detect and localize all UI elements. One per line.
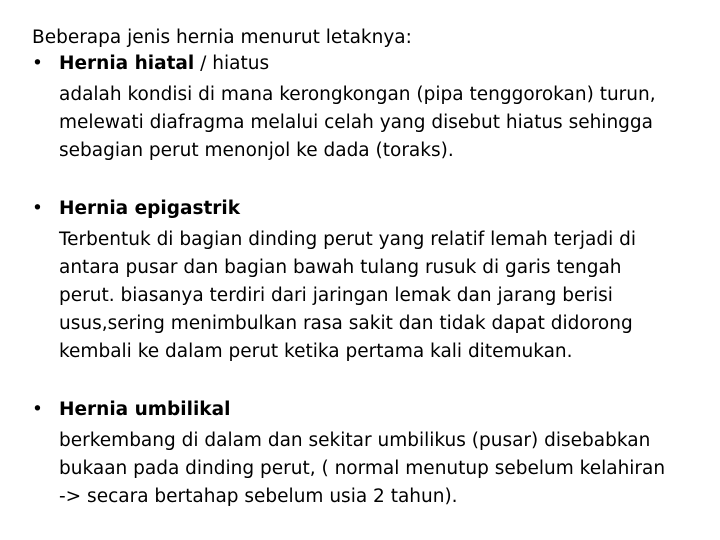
item-body-line: sebagian perut menonjol ke dada (toraks).: [59, 140, 454, 161]
item-body-line: kembali ke dalam perut ketika pertama kali ditemukan.: [59, 341, 573, 362]
item-body-line: melewati diafragma melalui celah yang disebut hiatus sehingga: [59, 112, 653, 133]
item-title: Hernia epigastrik: [59, 198, 241, 219]
item-title: Hernia hiatal: [59, 53, 195, 74]
item-body-line: adalah kondisi di mana kerongkongan (pipa tenggorokan) turun,: [59, 84, 656, 105]
item-body-line: antara pusar dan bagian bawah tulang rusuk di garis tengah: [59, 257, 622, 278]
item-heading: [59, 397, 230, 423]
bullet-icon: •: [32, 198, 43, 219]
item-body-line: bukaan pada dinding perut, ( normal menutup sebelum kelahiran: [59, 458, 666, 479]
item-title: Hernia umbilikal: [59, 399, 231, 420]
item-body-line: berkembang di dalam dan sekitar umbilikus (pusar) disebabkan: [59, 430, 651, 451]
item-heading: [59, 196, 240, 222]
item-heading: [59, 51, 269, 77]
item-title-suffix: / hiatus: [194, 53, 270, 74]
item-body-line: perut. biasanya terdiri dari jaringan lemak dan jarang berisi: [59, 285, 613, 306]
item-body-line: usus,sering menimbulkan rasa sakit dan tidak dapat didorong: [59, 313, 633, 334]
intro-text: Beberapa jenis hernia menurut letaknya:: [32, 27, 412, 48]
item-body-line: Terbentuk di bagian dinding perut yang relatif lemah terjadi di: [59, 229, 636, 250]
bullet-icon: •: [32, 53, 43, 74]
item-body-line: -> secara bertahap sebelum usia 2 tahun).: [59, 486, 458, 507]
bullet-icon: •: [32, 399, 43, 420]
